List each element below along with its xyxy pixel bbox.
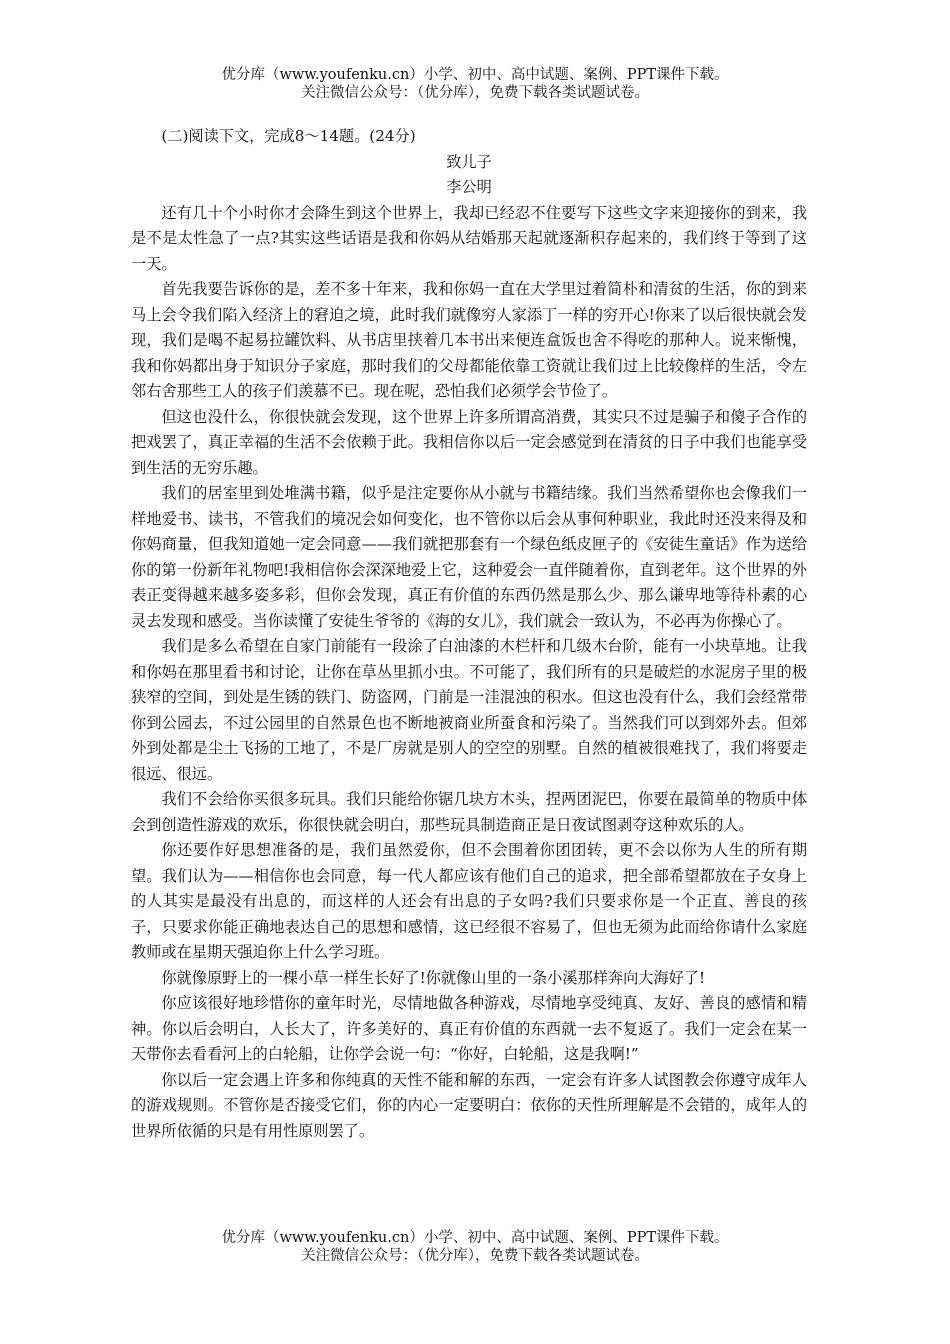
paragraph: 你以后一定会遇上许多和你纯真的天性不能和解的东西，一定会有许多人试图教会你遵守成年人的游戏规则。不管你是否接受它们，你的内心一定要明白：依你的天性所理解是不会错的，成年人的世界所依循的只是有用性原则罢了。 — [131, 1070, 807, 1140]
section-intro: (二)阅读下文，完成8～14题。(24分) — [161, 127, 416, 145]
footer-line-2: 关注微信公众号：（优分库），免费下载各类试题试卷。 — [301, 1248, 649, 1264]
header-line-2: 关注微信公众号：（优分库），免费下载各类试题试卷。 — [301, 85, 649, 101]
paragraph: 我们是多么希望在自家门前能有一段涂了白油漆的木栏杆和几级木台阶，能有一小块草地。让我和你妈在那里看书和讨论，让你在草丛里抓小虫。不可能了，我们所有的只是破烂的水泥房子里的极狭窄的空间，到处是生锈的铁门、防盗网，门前是一洼混浊的积水。但这也没有什么，我们会经常带你到公园去，不过公园里的自然景色也不断地被商业所蚕食和污染了。当然我们可以到郊外去。但郊外到处都是尘土飞扬的工地了，不是厂房就是别人的空空的别墅。自然的植被很难找了，我们将要走很远、很远。 — [131, 637, 807, 783]
paragraph: 我们的居室里到处堆满书籍，似乎是注定要你从小就与书籍结缘。我们当然希望你也会像我们一样地爱书、读书，不管我们的境况会如何变化，也不管你以后会从事何种职业，我此时还没来得及和你妈商量，但我知道她一定会同意——我们就把那套有一个绿色纸皮匣子的《安徒生童话》作为送给你的第一份新年礼物吧!我相信你会深深地爱上它，这种爱会一直伴随着你，直到老年。这个世界的外表正变得越来越多姿多彩，但你会发现，真正有价值的东西仍然是那么少、那么谦卑地等待朴素的心灵去发现和感受。当你读懂了安徒生爷爷的《海的女儿》，我们就会一致认为，不必再为你操心了。 — [131, 484, 807, 630]
paragraph: 我们不会给你买很多玩具。我们只能给你锯几块方木头，捏两团泥巴，你要在最简单的物质中体会到创造性游戏的欢乐，你很快就会明白，那些玩具制造商正是日夜试图剥夺这种欢乐的人。 — [131, 790, 807, 834]
page-header — [0, 66, 950, 102]
paragraph: 还有几十个小时你才会降生到这个世界上，我却已经忍不住要写下这些文字来迎接你的到来，我是不是太性急了一点?其实这些话语是我和你妈从结婚那天起就逐渐积存起来的，我们终于等到了这一天。 — [131, 203, 807, 273]
paragraph: 但这也没什么，你很快就会发现，这个世界上许多所谓高消费，其实只不过是骗子和傻子合作的把戏罢了，真正幸福的生活不会依赖于此。我相信你以后一定会感觉到在清贫的日子中我们也能享受到生活的无穷乐趣。 — [131, 407, 807, 477]
page-footer — [0, 1229, 950, 1265]
passage-title: 致儿子 — [446, 152, 492, 171]
paragraph: 首先我要告诉你的是，差不多十年来，我和你妈一直在大学里过着简朴和清贫的生活，你的到来马上会令我们陷入经济上的窘迫之境，此时我们就像穷人家添丁一样的穷开心!你来了以后很快就会发现，我们是喝不起易拉罐饮料、从书店里挟着几本书出来便连盒饭也舍不得吃的那种人。说来惭愧，我和你妈都出身于知识分子家庭，那时我们的父母都能依靠工资就让我们过上比较像样的生活，令左邻右舍那些工人的孩子们羡慕不已。现在呢，恐怕我们必须学会节俭了。 — [131, 280, 807, 400]
paragraph: 你就像原野上的一棵小草一样生长好了!你就像山里的一条小溪那样奔向大海好了! — [161, 968, 706, 987]
paragraph: 你应该很好地珍惜你的童年时光，尽情地做各种游戏，尽情地享受纯真、友好、善良的感情和精神。你以后会明白，人长大了，许多美好的、真正有价值的东西就一去不复返了。我们一定会在某一天带你去看看河上的白轮船，让你学会说一句：“你好，白轮船，这是我啊!” — [131, 994, 807, 1063]
passage-author: 李公明 — [446, 178, 492, 196]
paragraph: 你还要作好思想准备的是，我们虽然爱你，但不会围着你团团转，更不会以你为人生的所有期望。我们认为——相信你也会同意，每一代人都应该有他们自己的追求，把全部希望都放在子女身上的人其实是最没有出息的，而这样的人还会有出息的子女吗?我们只要求你是一个正直、善良的孩子，只要求你能正确地表达自己的思想和感情，这已经很不容易了，但也无须为此而给你请什么家庭教师或在星期天强迫你上什么学习班。 — [131, 841, 807, 961]
header-line-1: 优分库（www.youfenku.cn）小学、初中、高中试题、案例、PPT课件下载。 — [221, 67, 729, 83]
footer-line-1: 优分库（www.youfenku.cn）小学、初中、高中试题、案例、PPT课件下载。 — [221, 1230, 729, 1246]
reading-passage — [131, 124, 807, 1144]
